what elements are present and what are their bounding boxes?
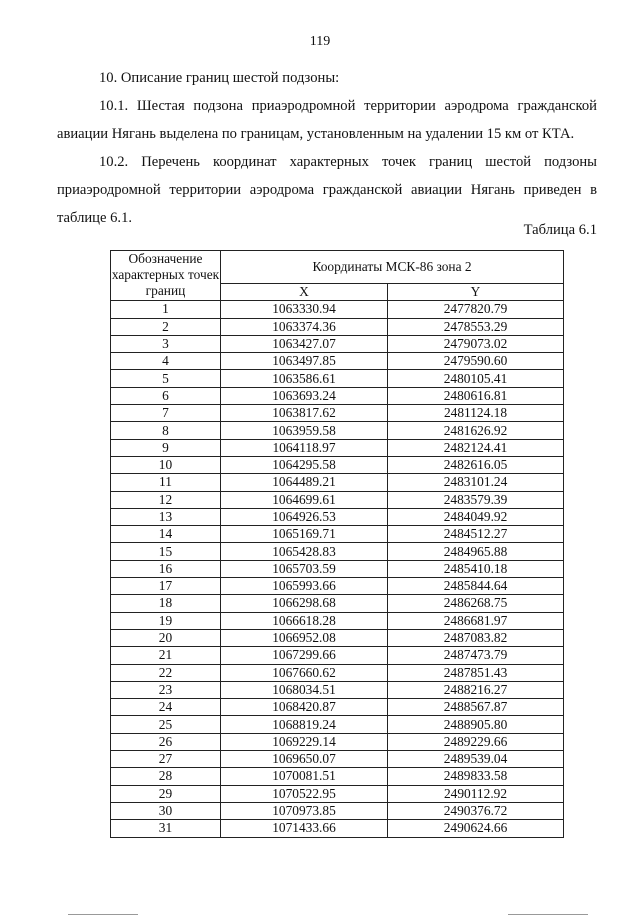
table-row — [111, 301, 564, 318]
x-coordinate-cell: 1064489.21 — [221, 474, 388, 491]
x-coordinate-cell: 1063497.85 — [221, 353, 388, 370]
x-coordinate-cell: 1063330.94 — [221, 301, 388, 318]
y-coordinate-cell: 2487851.43 — [388, 664, 564, 681]
y-coordinate-cell: 2488216.27 — [388, 681, 564, 698]
x-coordinate-cell: 1069229.14 — [221, 733, 388, 750]
y-coordinate-cell: 2480105.41 — [388, 370, 564, 387]
point-number-cell: 3 — [111, 335, 221, 352]
y-coordinate-cell: 2487083.82 — [388, 629, 564, 646]
table-row — [111, 405, 564, 422]
y-coordinate-cell: 2490624.66 — [388, 820, 564, 837]
x-coordinate-cell: 1064926.53 — [221, 508, 388, 525]
table-body — [111, 301, 564, 837]
table-row — [111, 647, 564, 664]
y-coordinate-cell: 2483101.24 — [388, 474, 564, 491]
y-coordinate-cell: 2485410.18 — [388, 560, 564, 577]
point-number-cell: 19 — [111, 612, 221, 629]
table-row — [111, 802, 564, 819]
point-number-cell: 5 — [111, 370, 221, 387]
point-number-cell: 22 — [111, 664, 221, 681]
table-row — [111, 716, 564, 733]
y-coordinate-cell: 2478553.29 — [388, 318, 564, 335]
y-coordinate-cell: 2482124.41 — [388, 439, 564, 456]
table-row — [111, 785, 564, 802]
x-coordinate-cell: 1070973.85 — [221, 802, 388, 819]
x-coordinate-cell: 1065169.71 — [221, 526, 388, 543]
x-coordinate-cell: 1063959.58 — [221, 422, 388, 439]
x-coordinate-cell: 1068034.51 — [221, 681, 388, 698]
point-number-cell: 10 — [111, 456, 221, 473]
y-coordinate-cell: 2479590.60 — [388, 353, 564, 370]
x-coordinate-cell: 1066618.28 — [221, 612, 388, 629]
point-number-cell: 2 — [111, 318, 221, 335]
x-coordinate-cell: 1070081.51 — [221, 768, 388, 785]
y-coordinate-cell: 2477820.79 — [388, 301, 564, 318]
y-coordinate-cell: 2490376.72 — [388, 802, 564, 819]
y-coordinate-cell: 2489539.04 — [388, 751, 564, 768]
table-row — [111, 664, 564, 681]
table-row — [111, 422, 564, 439]
point-number-cell: 8 — [111, 422, 221, 439]
point-number-cell: 25 — [111, 716, 221, 733]
x-coordinate-cell: 1063817.62 — [221, 405, 388, 422]
point-number-cell: 11 — [111, 474, 221, 491]
point-number-cell: 16 — [111, 560, 221, 577]
y-coordinate-cell: 2482616.05 — [388, 456, 564, 473]
point-number-cell: 26 — [111, 733, 221, 750]
table-row — [111, 699, 564, 716]
y-coordinate-cell: 2486681.97 — [388, 612, 564, 629]
point-number-cell: 31 — [111, 820, 221, 837]
x-coordinate-cell: 1070522.95 — [221, 785, 388, 802]
table-row — [111, 439, 564, 456]
paragraph-10-2: 10.2. Перечень координат характерных точек границ шестой подзоны приаэродромной территории аэродрома гражданской авиации Нягань приведен в таблице 6.1. — [57, 154, 597, 226]
point-number-cell: 4 — [111, 353, 221, 370]
point-number-cell: 23 — [111, 681, 221, 698]
page-number: 119 — [309, 34, 331, 49]
table-row — [111, 387, 564, 404]
scan-artifact — [68, 911, 588, 915]
table-row — [111, 474, 564, 491]
section-heading: 10. Описание границ шестой подзоны: — [99, 70, 340, 86]
table-row — [111, 318, 564, 335]
table-row — [111, 595, 564, 612]
y-coordinate-cell: 2487473.79 — [388, 647, 564, 664]
header-point-designation: Обозначение характерных точек границ — [111, 251, 221, 301]
y-coordinate-cell: 2481626.92 — [388, 422, 564, 439]
x-coordinate-cell: 1066298.68 — [221, 595, 388, 612]
table-row — [111, 456, 564, 473]
point-number-cell: 20 — [111, 629, 221, 646]
y-coordinate-cell: 2484965.88 — [388, 543, 564, 560]
y-coordinate-cell: 2480616.81 — [388, 387, 564, 404]
x-coordinate-cell: 1063693.24 — [221, 387, 388, 404]
paragraph-10-1: 10.1. Шестая подзона приаэродромной территории аэродрома гражданской авиации Нягань выделена по границам, установленным на удалении 15 км от КТА. — [57, 98, 597, 142]
y-coordinate-cell: 2488567.87 — [388, 699, 564, 716]
coordinates-table — [110, 250, 564, 838]
point-number-cell: 7 — [111, 405, 221, 422]
x-coordinate-cell: 1064699.61 — [221, 491, 388, 508]
table-row — [111, 526, 564, 543]
x-coordinate-cell: 1063586.61 — [221, 370, 388, 387]
table-row — [111, 370, 564, 387]
y-coordinate-cell: 2483579.39 — [388, 491, 564, 508]
point-number-cell: 9 — [111, 439, 221, 456]
point-number-cell: 18 — [111, 595, 221, 612]
table-row — [111, 629, 564, 646]
x-coordinate-cell: 1063374.36 — [221, 318, 388, 335]
x-coordinate-cell: 1071433.66 — [221, 820, 388, 837]
table-row — [111, 543, 564, 560]
table-row — [111, 560, 564, 577]
point-number-cell: 1 — [111, 301, 221, 318]
table-row — [111, 768, 564, 785]
table-row — [111, 335, 564, 352]
point-number-cell: 12 — [111, 491, 221, 508]
point-number-cell: 15 — [111, 543, 221, 560]
point-number-cell: 27 — [111, 751, 221, 768]
x-coordinate-cell: 1064295.58 — [221, 456, 388, 473]
table-row — [111, 612, 564, 629]
point-number-cell: 21 — [111, 647, 221, 664]
x-coordinate-cell: 1067299.66 — [221, 647, 388, 664]
point-number-cell: 30 — [111, 802, 221, 819]
point-number-cell: 17 — [111, 578, 221, 595]
x-coordinate-cell: 1064118.97 — [221, 439, 388, 456]
point-number-cell: 6 — [111, 387, 221, 404]
x-coordinate-cell: 1067660.62 — [221, 664, 388, 681]
header-y: Y — [388, 284, 564, 301]
x-coordinate-cell: 1065428.83 — [221, 543, 388, 560]
table-row — [111, 578, 564, 595]
y-coordinate-cell: 2489833.58 — [388, 768, 564, 785]
y-coordinate-cell: 2479073.02 — [388, 335, 564, 352]
point-number-cell: 28 — [111, 768, 221, 785]
point-number-cell: 13 — [111, 508, 221, 525]
x-coordinate-cell: 1069650.07 — [221, 751, 388, 768]
y-coordinate-cell: 2484049.92 — [388, 508, 564, 525]
point-number-cell: 29 — [111, 785, 221, 802]
y-coordinate-cell: 2488905.80 — [388, 716, 564, 733]
point-number-cell: 24 — [111, 699, 221, 716]
y-coordinate-cell: 2486268.75 — [388, 595, 564, 612]
point-number-cell: 14 — [111, 526, 221, 543]
x-coordinate-cell: 1066952.08 — [221, 629, 388, 646]
x-coordinate-cell: 1068819.24 — [221, 716, 388, 733]
y-coordinate-cell: 2489229.66 — [388, 733, 564, 750]
table-row — [111, 491, 564, 508]
y-coordinate-cell: 2485844.64 — [388, 578, 564, 595]
table-row — [111, 820, 564, 837]
y-coordinate-cell: 2490112.92 — [388, 785, 564, 802]
header-x: X — [221, 284, 388, 301]
table-caption: Таблица 6.1 — [523, 222, 597, 238]
table-row — [111, 353, 564, 370]
table-row — [111, 681, 564, 698]
table-row — [111, 508, 564, 525]
x-coordinate-cell: 1065993.66 — [221, 578, 388, 595]
y-coordinate-cell: 2484512.27 — [388, 526, 564, 543]
table-row — [111, 751, 564, 768]
table-row — [111, 733, 564, 750]
x-coordinate-cell: 1065703.59 — [221, 560, 388, 577]
x-coordinate-cell: 1068420.87 — [221, 699, 388, 716]
y-coordinate-cell: 2481124.18 — [388, 405, 564, 422]
header-coordinates: Координаты МСК-86 зона 2 — [221, 251, 564, 284]
x-coordinate-cell: 1063427.07 — [221, 335, 388, 352]
